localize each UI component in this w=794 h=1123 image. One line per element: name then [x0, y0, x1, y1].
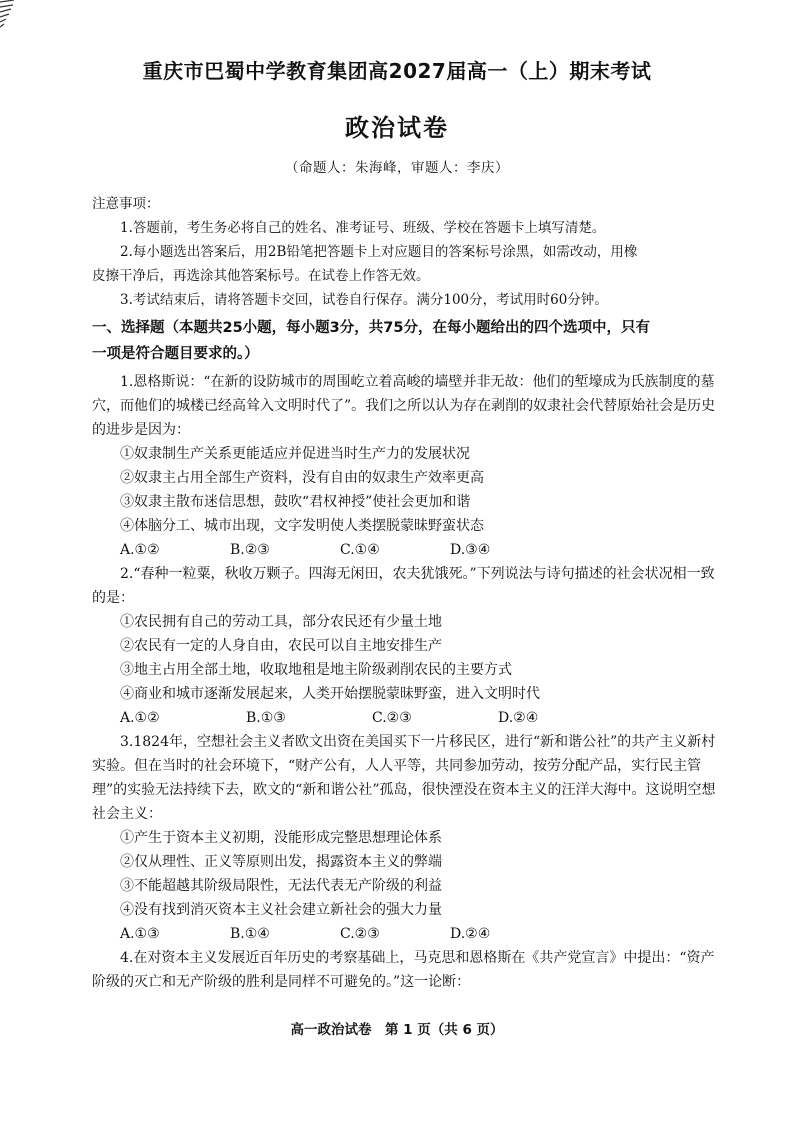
answer-choice-c: C.②③	[340, 926, 380, 942]
question-option: ②仅从理性、正义等原则出发，揭露资本主义的弊端	[120, 854, 442, 870]
answer-choice-b: B.①③	[246, 710, 286, 726]
notice-item: 皮擦干净后，再选涂其他答案标号。在试卷上作答无效。	[92, 268, 430, 284]
exam-authors: （命题人：朱海峰，审题人：李庆）	[285, 160, 509, 176]
answer-choice-c: C.①④	[340, 542, 380, 558]
answer-choice-d: D.③④	[450, 542, 491, 558]
answer-choice-d: D.②④	[450, 926, 491, 942]
answer-choice-b: B.②③	[230, 542, 270, 558]
question-stem: 3.1824年，空想社会主义者欧文出资在美国买下一片移民区，进行“新和谐公社”的共产主义新村实验。但在当时的社会环境下，“财产公有，人人平等，共同参加劳动，按劳分配产品，实行民主管理”的实验无法持续下去，欧文的“新和谐公社”孤岛，很快湮没在资本主义的汪洋大海中。这说明空想社会主义：	[92, 734, 716, 822]
question-option: ③奴隶主散布迷信思想，鼓吹“君权神授”使社会更加和谐	[120, 494, 471, 510]
answer-choice-a: A.①②	[120, 710, 160, 726]
question-option: ②奴隶主占用全部生产资料，没有自由的奴隶生产效率更高	[120, 470, 484, 486]
question-option: ④体脑分工、城市出现，文字发明使人类摆脱蒙昧野蛮状态	[120, 518, 484, 534]
answer-choice-c: C.②③	[372, 710, 412, 726]
question-option: ③地主占用全部土地，收取地租是地主阶级剥削农民的主要方式	[120, 662, 512, 678]
answer-choice-a: A.①②	[120, 542, 160, 558]
answer-choice-a: A.①③	[120, 926, 160, 942]
question-option: ④商业和城市逐渐发展起来，人类开始摆脱蒙昧野蛮，进入文明时代	[120, 686, 540, 702]
question-stem: 1.恩格斯说：“在新的设防城市的周围屹立着高峻的墙壁并非无故：他们的堑壕成为氏族制度的墓穴，而他们的城楼已经高耸入文明时代了”。我们之所以认为存在剥削的奴隶社会代替原始社会是历史的进步是因为：	[92, 374, 716, 438]
notice-item: 3.考试结束后，请将答题卡交回，试卷自行保存。满分100分，考试用时60分钟。	[120, 292, 608, 308]
section-heading-line: 一、选择题（本题共25小题，每小题3分，共75分，在每小题给出的四个选项中，只有	[92, 320, 650, 336]
notice-heading: 注意事项：	[92, 196, 160, 212]
question-option: ①产生于资本主义初期，没能形成完整思想理论体系	[120, 830, 442, 846]
page-footer: 高一政治试卷 第 1 页（共 6 页）	[290, 1022, 504, 1038]
question-option: ③不能超越其阶级局限性，无法代表无产阶级的利益	[120, 878, 442, 894]
answer-choices	[92, 538, 724, 562]
question-stem: 4.在对资本主义发展近百年历史的考察基础上，马克思和恩格斯在《共产党宣言》中提出：“资产阶级的灭亡和无产阶级的胜利是同样不可避免的。”这一论断：	[92, 950, 715, 990]
exam-subject-title: 政治试卷	[345, 114, 449, 142]
question-option: ①农民拥有自己的劳动工具，部分农民还有少量土地	[120, 614, 442, 630]
question-stem: 2.“春种一粒粟，秋收万颗子。四海无闲田，农夫犹饿死。”下列说法与诗句描述的社会状况相一致的是：	[92, 566, 715, 606]
question-option: ②农民有一定的人身自由，农民可以自主地安排生产	[120, 638, 442, 654]
notice-block	[92, 192, 724, 312]
section-heading	[92, 315, 724, 367]
question-list	[92, 370, 724, 994]
answer-choice-d: D.②④	[498, 710, 539, 726]
exam-title: 重庆市巴蜀中学教育集团高2027届高一（上）期末考试	[142, 59, 652, 83]
answer-choice-b: B.①④	[230, 926, 270, 942]
notice-item: 1.答题前，考生务必将自己的姓名、准考证号、班级、学校在答题卡上填写清楚。	[120, 220, 606, 236]
question-option: ④没有找到消灭资本主义社会建立新社会的强大力量	[120, 902, 442, 918]
notice-item: 2.每小题选出答案后，用2B铅笔把答题卡上对应题目的答案标号涂黑，如需改动，用橡	[120, 244, 638, 260]
corner-hatch-mark	[0, 0, 18, 30]
answer-choices	[92, 706, 724, 730]
answer-choices	[92, 922, 724, 946]
section-heading-line: 一项是符合题目要求的。）	[92, 346, 259, 362]
question-option: ①奴隶制生产关系更能适应并促进当时生产力的发展状况	[120, 446, 470, 462]
